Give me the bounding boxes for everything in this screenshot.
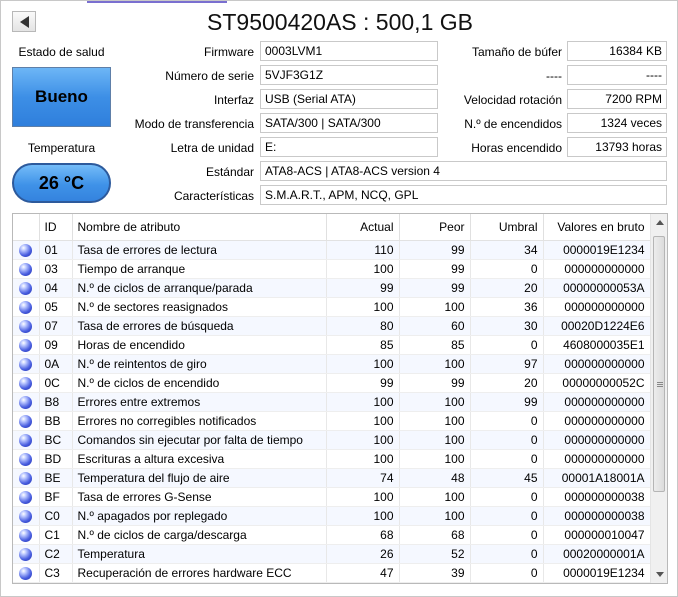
raw-value-cell: 000000000000 [543,449,650,468]
raw-value-cell: 00000000052C [543,373,650,392]
attribute-name-cell: Temperatura del flujo de aire [72,468,326,487]
threshold-cell: 0 [470,487,543,506]
up-arrow-icon [656,220,664,225]
raw-value-cell: 000000000000 [543,411,650,430]
column-header-attribute-name[interactable]: Nombre de atributo [72,214,326,240]
status-dot-icon [19,244,32,257]
attribute-name-cell: N.º de reintentos de giro [72,354,326,373]
status-cell [13,430,39,449]
raw-value-cell: 0000019E1234 [543,240,650,259]
status-cell [13,544,39,563]
table-row[interactable] [13,411,650,430]
worst-value-cell: 48 [399,468,470,487]
attribute-id-cell: 05 [39,297,72,316]
power-on-hours-label: Horas encendido [471,141,562,155]
worst-value-cell: 68 [399,525,470,544]
raw-value-cell: 000000000038 [543,487,650,506]
attribute-name-cell: Horas de encendido [72,335,326,354]
attribute-name-cell: Tiempo de arranque [72,259,326,278]
table-row[interactable] [13,354,650,373]
health-label: Estado de salud [18,45,105,59]
worst-value-cell: 99 [399,278,470,297]
serial-label: Número de serie [165,69,254,83]
unknown-field: ---- [567,65,667,85]
health-status-button[interactable] [12,67,111,127]
status-dot-icon [19,434,32,447]
table-row[interactable] [13,392,650,411]
scroll-up-button[interactable] [651,214,668,231]
status-cell [13,316,39,335]
status-cell [13,373,39,392]
attribute-id-cell: 09 [39,335,72,354]
current-value-cell: 100 [326,430,399,449]
column-header-id[interactable]: ID [39,214,72,240]
interface-field: USB (Serial ATA) [260,89,438,109]
threshold-cell: 99 [470,392,543,411]
current-value-cell: 26 [326,544,399,563]
power-on-count-field: 1324 veces [567,113,667,133]
transfer-mode-label: Modo de transferencia [134,117,254,131]
column-header-current[interactable]: Actual [326,214,399,240]
worst-value-cell: 100 [399,297,470,316]
current-value-cell: 99 [326,373,399,392]
status-cell [13,468,39,487]
worst-value-cell: 99 [399,373,470,392]
disk-title: ST9500420AS : 500,1 GB [207,9,473,35]
attribute-name-cell: Tasa de errores de búsqueda [72,316,326,335]
status-dot-icon [19,453,32,466]
threshold-cell: 0 [470,506,543,525]
column-header-raw-values[interactable]: Valores en bruto [543,214,650,240]
attribute-id-cell: 04 [39,278,72,297]
threshold-cell: 0 [470,544,543,563]
scroll-down-button[interactable] [651,566,668,583]
table-row[interactable] [13,297,650,316]
raw-value-cell: 0000019E1234 [543,563,650,582]
current-value-cell: 100 [326,354,399,373]
table-row[interactable] [13,449,650,468]
threshold-cell: 97 [470,354,543,373]
status-dot-icon [19,263,32,276]
column-header-worst[interactable]: Peor [399,214,470,240]
table-row[interactable] [13,544,650,563]
status-cell [13,563,39,582]
status-cell [13,525,39,544]
smart-table [13,214,651,583]
table-row[interactable] [13,468,650,487]
health-status-value: Bueno [35,87,88,106]
standard-field: ATA8-ACS | ATA8-ACS version 4 [260,161,667,181]
status-cell [13,411,39,430]
attribute-id-cell: 07 [39,316,72,335]
worst-value-cell: 52 [399,544,470,563]
raw-value-cell: 00020D1224E6 [543,316,650,335]
current-value-cell: 110 [326,240,399,259]
attribute-name-cell: Temperatura [72,544,326,563]
status-cell [13,240,39,259]
status-cell [13,506,39,525]
table-row[interactable] [13,525,650,544]
raw-value-cell: 000000000000 [543,430,650,449]
worst-value-cell: 100 [399,354,470,373]
table-header-row [13,214,650,240]
table-row[interactable] [13,430,650,449]
status-cell [13,392,39,411]
temperature-value: 26 °C [38,172,85,193]
threshold-cell: 0 [470,411,543,430]
status-dot-icon [19,301,32,314]
status-dot-icon [19,567,32,580]
status-cell [13,335,39,354]
status-dot-icon [19,320,32,333]
table-row[interactable] [13,506,650,525]
firmware-label: Firmware [204,45,254,59]
threshold-cell: 20 [470,373,543,392]
temperature-indicator[interactable] [12,163,111,203]
attribute-name-cell: Comandos sin ejecutar por falta de tiempo [72,430,326,449]
threshold-cell: 0 [470,449,543,468]
worst-value-cell: 99 [399,240,470,259]
grip-icon [657,382,663,383]
threshold-cell: 0 [470,335,543,354]
scrollbar-thumb[interactable] [653,236,665,492]
attribute-id-cell: BF [39,487,72,506]
unknown-label: ---- [546,69,562,83]
raw-value-cell: 4608000035E1 [543,335,650,354]
current-value-cell: 100 [326,506,399,525]
threshold-cell: 45 [470,468,543,487]
status-dot-icon [19,529,32,542]
current-value-cell: 100 [326,259,399,278]
attribute-id-cell: 0A [39,354,72,373]
table-row[interactable] [13,278,650,297]
power-on-hours-field: 13793 horas [567,137,667,157]
buffer-size-label: Tamaño de búfer [471,45,562,59]
raw-value-cell: 000000000000 [543,392,650,411]
attribute-name-cell: N.º de ciclos de carga/descarga [72,525,326,544]
current-value-cell: 85 [326,335,399,354]
status-dot-icon [19,510,32,523]
rotation-speed-field: 7200 RPM [567,89,667,109]
status-cell [13,259,39,278]
current-value-cell: 100 [326,297,399,316]
threshold-cell: 30 [470,316,543,335]
current-value-cell: 68 [326,525,399,544]
table-row[interactable] [13,487,650,506]
attribute-name-cell: Escrituras a altura excesiva [72,449,326,468]
worst-value-cell: 85 [399,335,470,354]
worst-value-cell: 39 [399,563,470,582]
status-dot-icon [19,377,32,390]
column-header-status[interactable] [13,214,39,240]
raw-value-cell: 000000000000 [543,297,650,316]
current-value-cell: 47 [326,563,399,582]
table-row[interactable] [13,335,650,354]
attribute-id-cell: C1 [39,525,72,544]
down-arrow-icon [656,572,664,577]
raw-value-cell: 000000000000 [543,259,650,278]
status-dot-icon [19,472,32,485]
table-row[interactable] [13,240,650,259]
threshold-cell: 20 [470,278,543,297]
features-label: Características [173,189,254,203]
attribute-id-cell: 0C [39,373,72,392]
current-value-cell: 99 [326,278,399,297]
attribute-id-cell: B8 [39,392,72,411]
interface-label: Interfaz [213,93,254,107]
status-cell [13,487,39,506]
drive-letter-field: E: [260,137,438,157]
attribute-id-cell: 03 [39,259,72,278]
drive-letter-label: Letra de unidad [170,141,254,155]
transfer-mode-field: SATA/300 | SATA/300 [260,113,438,133]
attribute-id-cell: BC [39,430,72,449]
rotation-speed-label: Velocidad rotación [463,93,562,107]
raw-value-cell: 00001A18001A [543,468,650,487]
raw-value-cell: 00000000053A [543,278,650,297]
worst-value-cell: 99 [399,259,470,278]
smart-attribute-table[interactable] [12,213,668,584]
buffer-size-field: 16384 KB [567,41,667,61]
table-row[interactable] [13,563,650,582]
power-on-count-label: N.º de encendidos [464,117,562,131]
worst-value-cell: 100 [399,411,470,430]
threshold-cell: 0 [470,430,543,449]
standard-label: Estándar [205,165,254,179]
attribute-id-cell: C0 [39,506,72,525]
attribute-name-cell: N.º de ciclos de arranque/parada [72,278,326,297]
current-value-cell: 100 [326,411,399,430]
status-dot-icon [19,339,32,352]
current-value-cell: 100 [326,392,399,411]
raw-value-cell: 000000000000 [543,354,650,373]
status-dot-icon [19,491,32,504]
threshold-cell: 36 [470,297,543,316]
firmware-field: 0003LVM1 [260,41,438,61]
serial-field: 5VJF3G1Z [260,65,438,85]
status-dot-icon [19,282,32,295]
status-cell [13,354,39,373]
threshold-cell: 0 [470,563,543,582]
threshold-cell: 0 [470,525,543,544]
vertical-scrollbar[interactable] [650,214,667,583]
attribute-name-cell: Errores entre extremos [72,392,326,411]
worst-value-cell: 100 [399,506,470,525]
table-row[interactable] [13,316,650,335]
attribute-id-cell: C2 [39,544,72,563]
status-dot-icon [19,548,32,561]
current-value-cell: 80 [326,316,399,335]
threshold-cell: 34 [470,240,543,259]
window-accent-bar [87,1,227,3]
attribute-id-cell: 01 [39,240,72,259]
worst-value-cell: 100 [399,430,470,449]
status-cell [13,297,39,316]
status-cell [13,449,39,468]
attribute-name-cell: Tasa de errores de lectura [72,240,326,259]
table-row[interactable] [13,373,650,392]
status-dot-icon [19,396,32,409]
attribute-name-cell: N.º apagados por replegado [72,506,326,525]
raw-value-cell: 00020000001A [543,544,650,563]
attribute-name-cell: Tasa de errores G-Sense [72,487,326,506]
features-field: S.M.A.R.T., APM, NCQ, GPL [260,185,667,205]
status-cell [13,278,39,297]
current-value-cell: 100 [326,487,399,506]
attribute-id-cell: BE [39,468,72,487]
worst-value-cell: 60 [399,316,470,335]
status-dot-icon [19,415,32,428]
attribute-name-cell: N.º de ciclos de encendido [72,373,326,392]
worst-value-cell: 100 [399,487,470,506]
column-header-threshold[interactable]: Umbral [470,214,543,240]
raw-value-cell: 000000000038 [543,506,650,525]
temperature-label: Temperatura [27,141,96,155]
worst-value-cell: 100 [399,449,470,468]
threshold-cell: 0 [470,259,543,278]
worst-value-cell: 100 [399,392,470,411]
raw-value-cell: 000000010047 [543,525,650,544]
status-dot-icon [19,358,32,371]
attribute-id-cell: C3 [39,563,72,582]
attribute-name-cell: Recuperación de errores hardware ECC [72,563,326,582]
attribute-id-cell: BB [39,411,72,430]
attribute-name-cell: Errores no corregibles notificados [72,411,326,430]
current-value-cell: 100 [326,449,399,468]
attribute-id-cell: BD [39,449,72,468]
table-row[interactable] [13,259,650,278]
attribute-name-cell: N.º de sectores reasignados [72,297,326,316]
current-value-cell: 74 [326,468,399,487]
